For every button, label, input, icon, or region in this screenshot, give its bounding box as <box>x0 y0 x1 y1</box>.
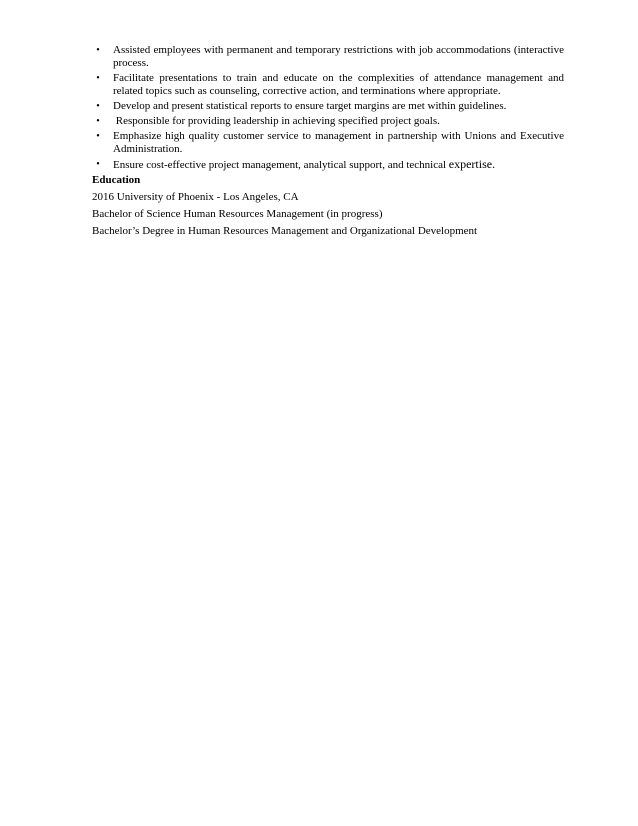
list-item <box>92 72 564 98</box>
list-item <box>92 130 564 156</box>
bullet-text: Emphasize high quality customer service to management in partnership with Unions and Executive Administration. <box>113 130 564 155</box>
list-item <box>92 115 564 128</box>
education-line-school: 2016 University of Phoenix - Los Angeles, CA <box>92 191 299 203</box>
list-item <box>92 44 564 70</box>
bullet-text: Responsible for providing leadership in achieving specified project goals. <box>113 115 440 127</box>
education-heading: Education <box>92 174 141 186</box>
bullet-text: Assisted employees with permanent and temporary restrictions with job accommodations (interactive process. <box>113 44 564 69</box>
list-item <box>92 158 564 172</box>
bullet-text: Ensure cost-effective project management, analytical support, and technical <box>113 159 447 171</box>
bullet-icon: • <box>96 116 100 127</box>
bullet-icon: • <box>96 101 100 112</box>
bullet-icon: • <box>96 131 100 142</box>
resume-section <box>92 44 564 238</box>
bullet-icon: • <box>96 159 100 170</box>
bullet-text-tail: expertise. <box>448 157 496 171</box>
bullet-text: Develop and present statistical reports to ensure target margins are met within guidelines. <box>113 100 507 112</box>
bullet-icon: • <box>96 73 100 84</box>
bullet-icon: • <box>96 45 100 56</box>
education-line-degree-2: Bachelor’s Degree in Human Resources Management and Organizational Development <box>92 225 478 237</box>
list-item <box>92 100 564 113</box>
responsibilities-list <box>92 44 564 172</box>
bullet-text: Facilitate presentations to train and educate on the complexities of attendance management and related topics such as counseling, corrective action, and terminations where appropriate. <box>113 72 564 97</box>
education-line-degree-1: Bachelor of Science Human Resources Management (in progress) <box>92 208 383 220</box>
